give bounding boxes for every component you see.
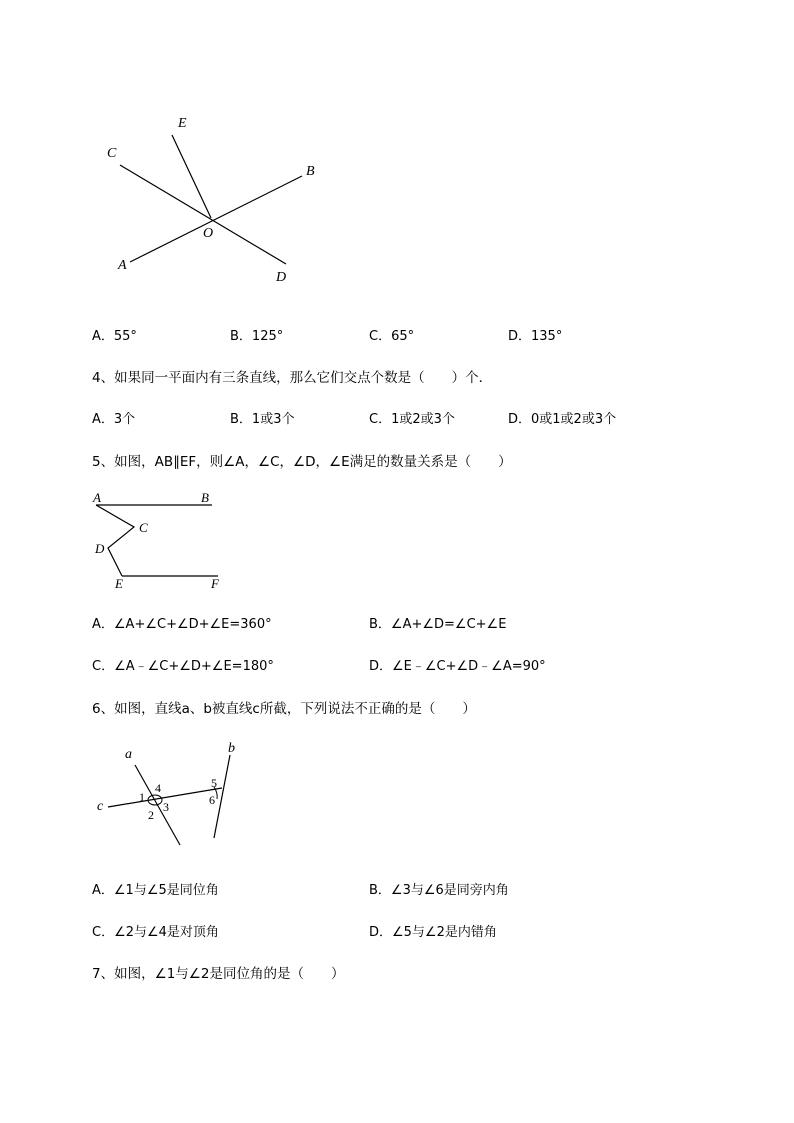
q5-option-d: D．∠E﹣∠C+∠D﹣∠A=90° bbox=[369, 659, 546, 674]
q5-option-a: A．∠A+∠C+∠D+∠E=360° bbox=[92, 617, 272, 632]
figure-q3-lines bbox=[100, 110, 340, 300]
q4-option-d: D．0或1或2或3个 bbox=[508, 412, 617, 427]
fig5-label-A: A bbox=[93, 490, 101, 505]
figure-q5 bbox=[90, 485, 230, 595]
fig6-label-a: a bbox=[125, 747, 132, 762]
figure-q3 bbox=[100, 110, 340, 300]
figure-q5-lines bbox=[90, 485, 230, 595]
q3-option-b: B．125° bbox=[230, 329, 284, 344]
fig3-label-C: C bbox=[107, 146, 117, 161]
q4-option-b: B．1或3个 bbox=[230, 412, 295, 427]
q5-option-c: C．∠A﹣∠C+∠D+∠E=180° bbox=[92, 659, 274, 674]
q3-option-c: C．65° bbox=[369, 329, 415, 344]
q4-option-c: C．1或2或3个 bbox=[369, 412, 455, 427]
fig6-angle-2: 2 bbox=[148, 808, 154, 822]
q6-option-d: D．∠5与∠2是内错角 bbox=[369, 925, 497, 940]
fig3-label-E: E bbox=[178, 116, 187, 131]
fig3-label-B: B bbox=[306, 164, 315, 179]
fig6-angle-1: 1 bbox=[139, 790, 145, 804]
fig6-angle-4: 4 bbox=[155, 781, 161, 795]
q5-stem: 5、如图，AB∥EF，则∠A，∠C，∠D，∠E满足的数量关系是（ ） bbox=[92, 454, 512, 470]
fig3-label-O: O bbox=[203, 226, 214, 241]
q4-stem: 4、如果同一平面内有三条直线，那么它们交点个数是（ ）个． bbox=[92, 370, 493, 386]
q6-option-c: C．∠2与∠4是对顶角 bbox=[92, 925, 219, 940]
fig6-angle-5: 5 bbox=[211, 776, 217, 790]
fig3-label-D: D bbox=[276, 270, 287, 285]
q3-option-d: D．135° bbox=[508, 329, 563, 344]
fig5-label-B: B bbox=[201, 490, 209, 505]
fig5-label-C: C bbox=[139, 520, 148, 535]
fig3-label-A: A bbox=[118, 258, 127, 273]
fig5-label-F: F bbox=[211, 576, 219, 591]
fig6-label-c: c bbox=[97, 799, 104, 814]
q4-option-a: A．3个 bbox=[92, 412, 136, 427]
fig6-label-b: b bbox=[228, 741, 235, 756]
fig6-angle-3: 3 bbox=[163, 800, 169, 814]
q5-option-b: B．∠A+∠D=∠C+∠E bbox=[369, 617, 507, 632]
q3-option-a: A．55° bbox=[92, 329, 137, 344]
q6-stem: 6、如图，直线a、b被直线c所截，下列说法不正确的是（ ） bbox=[92, 701, 476, 717]
figure-q6 bbox=[95, 740, 245, 850]
q6-option-b: B．∠3与∠6是同旁内角 bbox=[369, 883, 509, 898]
q7-stem: 7、如图，∠1与∠2是同位角的是（ ） bbox=[92, 966, 345, 982]
fig5-label-D: D bbox=[95, 541, 105, 556]
figure-q6-lines bbox=[95, 740, 245, 850]
q6-option-a: A．∠1与∠5是同位角 bbox=[92, 883, 219, 898]
fig6-angle-6: 6 bbox=[209, 793, 215, 807]
fig5-label-E: E bbox=[115, 576, 123, 591]
